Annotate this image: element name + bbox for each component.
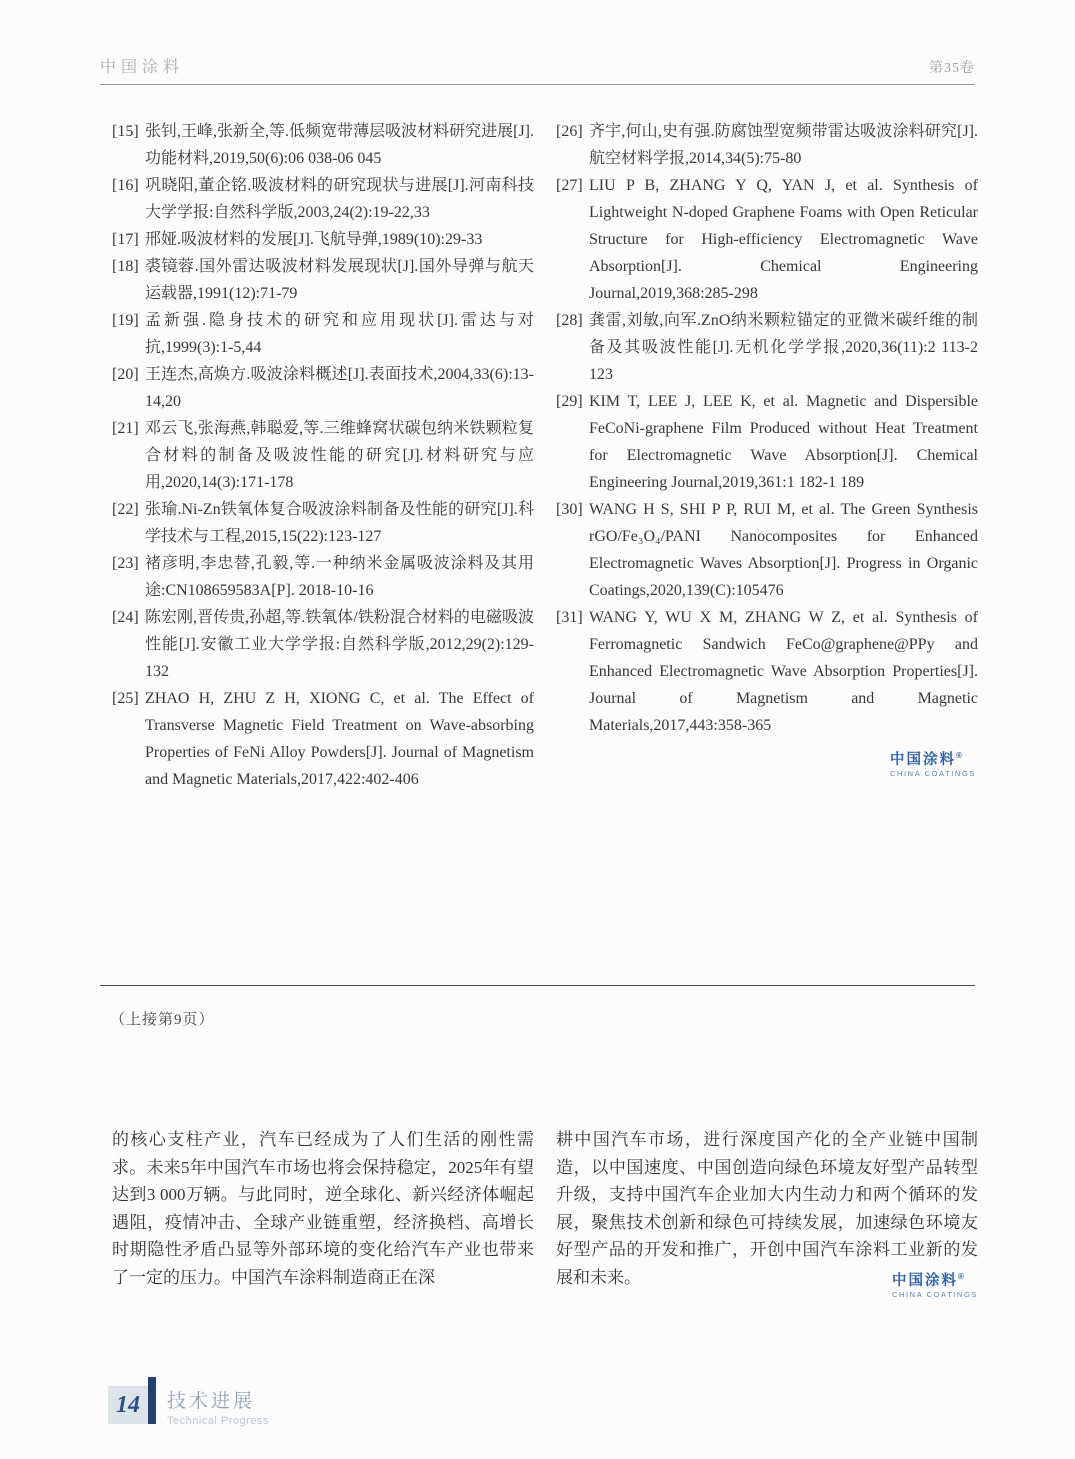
reference-item xyxy=(112,307,534,361)
article-body xyxy=(112,1126,978,1299)
reference-number: [20] xyxy=(112,366,139,383)
reference-item xyxy=(112,550,534,604)
reference-text: WANG H S, SHI P P, RUI M, et al. The Green Synthesis rGO/Fe₃O₄/PANI Nanocomposites for Enhanced Electromagnetic Waves Absorption[J]. Progress in Organic Coatings,2020,139(C):105476 xyxy=(589,501,978,599)
references-left-column xyxy=(112,118,534,793)
reference-number: [22] xyxy=(112,501,139,518)
section-title-en: Technical Progress xyxy=(167,1415,269,1427)
reference-text: 张瑜.Ni-Zn铁氧体复合吸波涂料制备及性能的研究[J].科学技术与工程,2015,15(22):123-127 xyxy=(145,501,534,545)
footer-section-titles xyxy=(167,1386,269,1427)
reference-text: 陈宏刚,晋传贵,孙超,等.铁氧体/铁粉混合材料的电磁吸波性能[J].安徽工业大学学报:自然科学版,2012,29(2):129-132 xyxy=(145,609,534,680)
reference-item xyxy=(556,388,978,496)
reference-number: [31] xyxy=(556,609,583,626)
reference-text: 褚彦明,李忠替,孔毅,等.一种纳米金属吸波涂料及其用途:CN108659583A[P]. 2018-10-16 xyxy=(145,555,534,599)
page-number: 14 xyxy=(108,1386,148,1424)
china-coatings-logo xyxy=(890,752,976,778)
reference-item xyxy=(556,496,978,604)
section-divider xyxy=(100,985,975,986)
page-footer xyxy=(108,1377,269,1427)
body-left-column xyxy=(112,1126,534,1291)
references-right-column xyxy=(556,118,978,793)
logo-en-text: CHINA COATINGS xyxy=(889,768,976,778)
reference-number: [17] xyxy=(112,231,139,248)
reference-text: 齐宇,何山,史有强.防腐蚀型宽频带雷达吸波涂料研究[J].航空材料学报,2014,34(5):75-80 xyxy=(589,123,978,167)
reference-text: 孟新强.隐身技术的研究和应用现状[J].雷达与对抗,1999(3):1-5,44 xyxy=(145,312,534,356)
reference-number: [29] xyxy=(556,393,583,410)
reference-text: 龚雷,刘敏,向军.ZnO纳米颗粒锚定的亚微米碳纤维的制备及其吸波性能[J].无机化学学报,2020,36(11):2 113-2 123 xyxy=(589,312,978,383)
reference-number: [21] xyxy=(112,420,139,437)
reference-text: 邓云飞,张海燕,韩聪爱,等.三维蜂窝状碳包纳米铁颗粒复合材料的制备及吸波性能的研究[J].材料研究与应用,2020,14(3):171-178 xyxy=(145,420,534,491)
page-number-badge xyxy=(108,1377,156,1424)
reference-text: 巩晓阳,董企铭.吸波材料的研究现状与进展[J].河南科技大学学报:自然科学版,2003,24(2):19-22,33 xyxy=(145,177,534,221)
reference-text: 裘镜蓉.国外雷达吸波材料发展现状[J].国外导弹与航天运载器,1991(12):71-79 xyxy=(145,258,534,302)
reference-item xyxy=(112,226,534,253)
reference-number: [26] xyxy=(556,123,583,140)
reference-item xyxy=(556,118,978,172)
reference-item xyxy=(556,172,978,307)
reference-number: [18] xyxy=(112,258,139,275)
reference-number: [28] xyxy=(556,312,583,329)
reference-item xyxy=(112,685,534,793)
continuation-note: （上接第9页） xyxy=(110,1012,215,1028)
references-section xyxy=(112,118,978,793)
logo-cn-text xyxy=(892,1273,978,1290)
reference-number: [24] xyxy=(112,609,139,626)
body-paragraph-left: 的核心支柱产业，汽车已经成为了人们生活的刚性需求。未来5年中国汽车市场也将会保持稳定，2025年有望达到3 000万辆。与此同时，逆全球化、新兴经济体崛起遇阻，疫情冲击、全球产业链重塑，经济换档、高增长时期隐性矛盾凸显等外部环境的变化给汽车产业也带来了一定的压力。中国汽车涂料制造商正在深 xyxy=(112,1130,534,1287)
reference-text: 邢娅.吸波材料的发展[J].飞航导弹,1989(10):29-33 xyxy=(145,231,483,248)
reference-text: ZHAO H, ZHU Z H, XIONG C, et al. The Effect of Transverse Magnetic Field Treatment on Wave-absorbing Properties of FeNi Alloy Powders[J]. Journal of Magnetism and Magnetic Materials,2017,422:402-406 xyxy=(145,690,534,788)
reference-item xyxy=(112,361,534,415)
reference-text: LIU P B, ZHANG Y Q, YAN J, et al. Synthesis of Lightweight N-doped Graphene Foams with Open Reticular Structure for High-efficiency Electromagnetic Wave Absorption[J]. Chemical Engineering Journal,2019,368:285-298 xyxy=(589,177,978,302)
reference-number: [27] xyxy=(556,177,583,194)
reference-text: KIM T, LEE J, LEE K, et al. Magnetic and Dispersible FeCoNi-graphene Film Produced without Heat Treatment for Electromagnetic Wave Absorption[J]. Chemical Engineering Journal,2019,361:1 182-1 189 xyxy=(589,393,978,491)
volume-label: 第35卷 xyxy=(929,61,975,76)
reference-text: WANG Y, WU X M, ZHANG W Z, et al. Synthesis of Ferromagnetic Sandwich FeCo@graphene@PPy and Enhanced Electromagnetic Wave Absorption Properties[J]. Journal of Magnetism and Magnetic Materials,2017,443:358-365 xyxy=(589,609,978,734)
reference-item xyxy=(112,415,534,496)
reference-item xyxy=(112,172,534,226)
logo-cn-label: 中国涂料 xyxy=(891,1272,958,1289)
reference-text: 张钊,王峰,张新全,等.低频宽带薄层吸波材料研究进展[J].功能材料,2019,50(6):06 038-06 045 xyxy=(145,123,534,167)
reference-number: [25] xyxy=(112,690,139,707)
reference-item xyxy=(112,253,534,307)
china-coatings-logo xyxy=(892,1273,978,1299)
page-header xyxy=(100,55,975,85)
logo-cn-label: 中国涂料 xyxy=(889,751,956,768)
registered-mark: ® xyxy=(955,751,962,760)
reference-item xyxy=(556,307,978,388)
reference-number: [19] xyxy=(112,312,139,329)
journal-title: 中国涂料 xyxy=(100,59,185,76)
reference-number: [16] xyxy=(112,177,139,194)
body-paragraph-right: 耕中国汽车市场，进行深度国产化的全产业链中国制造，以中国速度、中国创造向绿色环境友好型产品转型升级，支持中国汽车企业加大内生动力和两个循环的发展，聚焦技术创新和绿色可持续发展，加速绿色环境友好型产品的开发和推广，开创中国汽车涂料工业新的发展和未来。 xyxy=(556,1130,978,1287)
reference-number: [15] xyxy=(112,123,139,140)
logo-en-text: CHINA COATINGS xyxy=(891,1289,978,1299)
reference-item xyxy=(112,604,534,685)
reference-item xyxy=(556,604,978,739)
reference-item xyxy=(112,118,534,172)
reference-text: 王连杰,高焕方.吸波涂料概述[J].表面技术,2004,33(6):13-14,20 xyxy=(145,366,534,410)
registered-mark: ® xyxy=(957,1271,964,1281)
section-title-cn: 技术进展 xyxy=(167,1391,256,1412)
reference-item xyxy=(112,496,534,550)
reference-number: [30] xyxy=(556,501,583,518)
references-logo-row xyxy=(556,752,978,781)
reference-number: [23] xyxy=(112,555,139,572)
body-right-column xyxy=(556,1126,978,1299)
logo-cn-text xyxy=(890,752,976,769)
badge-bar xyxy=(148,1377,156,1424)
